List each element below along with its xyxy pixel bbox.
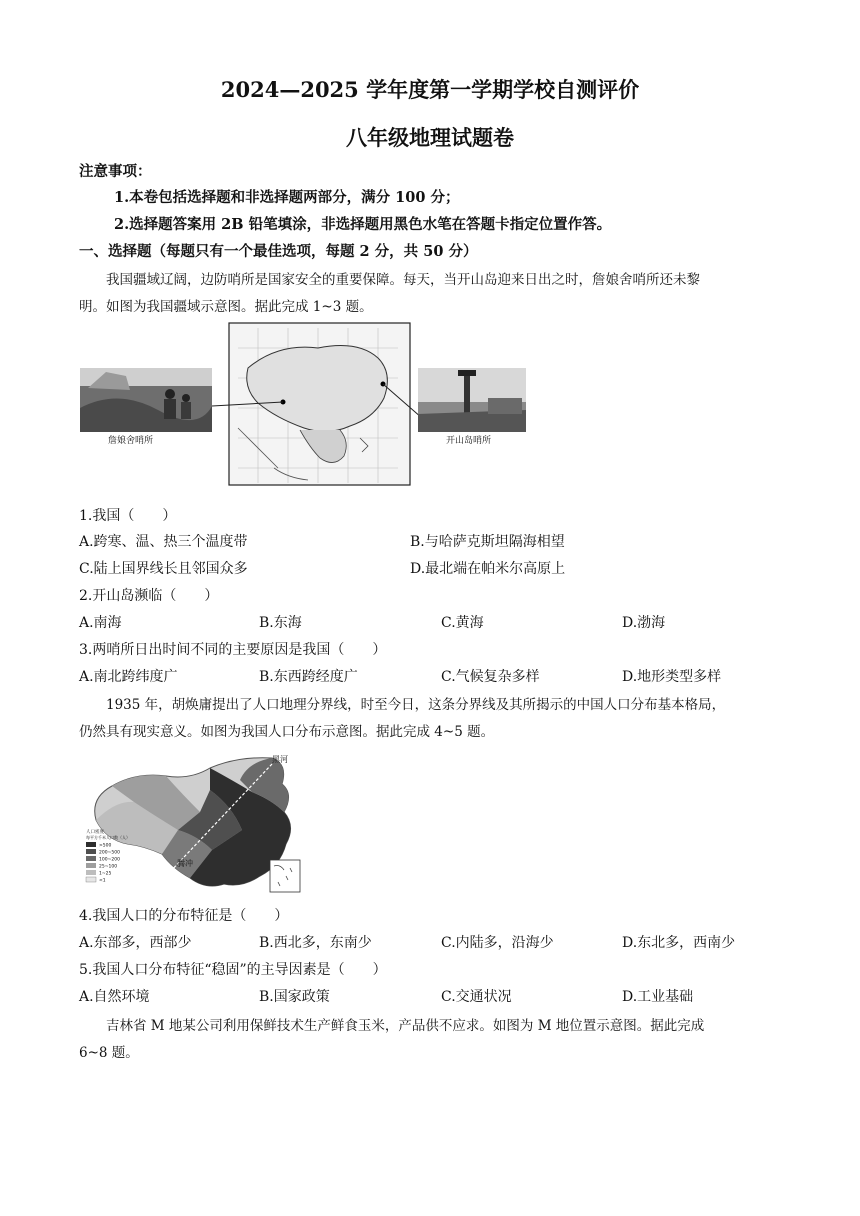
question-4-stem: 4.我国人口的分布特征是（ ）	[79, 908, 289, 924]
question-1-stem: 1.我国（ ）	[79, 508, 177, 524]
question-4-option-c[interactable]: C.内陆多，沿海少	[441, 935, 554, 951]
question-1-option-d[interactable]: D.最北端在帕米尔高原上	[410, 561, 566, 577]
legend-title: 人口密度	[86, 830, 104, 835]
legend-item-2: 200~500	[99, 850, 120, 856]
question-2-stem: 2.开山岛濒临（ ）	[79, 588, 219, 604]
legend-item-6: <1	[99, 878, 106, 884]
question-5-option-a[interactable]: A.自然环境	[79, 989, 150, 1005]
legend-swatch-2	[86, 849, 96, 854]
legend-swatch-4	[86, 863, 96, 868]
legend-item-4: 25~100	[99, 864, 118, 870]
legend-swatch-1	[86, 842, 96, 847]
question-2-option-a[interactable]: A.南海	[79, 615, 122, 631]
legend-swatch-3	[86, 856, 96, 861]
question-3-stem: 3.两哨所日出时间不同的主要原因是我国（ ）	[79, 642, 387, 658]
question-2-option-b[interactable]: B.东海	[259, 615, 302, 631]
zhanniangshe-outpost-photo	[80, 368, 212, 432]
photo-left-label: 詹娘舍哨所	[108, 436, 154, 446]
tengchong-label: 腾冲	[177, 859, 193, 868]
legend-item-3: 100~200	[99, 857, 120, 863]
legend-swatch-6	[86, 877, 96, 882]
exam-title: 2024—2025 学年度第一学期学校自测评价	[220, 77, 640, 102]
question-1-option-b[interactable]: B.与哈萨克斯坦隔海相望	[410, 534, 565, 550]
exam-subtitle: 八年级地理试题卷	[346, 125, 514, 150]
question-4-option-a[interactable]: A.东部多，西部少	[79, 935, 192, 951]
photo-right-label: 开山岛哨所	[446, 436, 492, 446]
question-5-option-b[interactable]: B.国家政策	[259, 989, 330, 1005]
notice-heading: 注意事项：	[79, 163, 152, 180]
passage-3-line-2: 6~8 题。	[79, 1045, 139, 1061]
south-china-sea-inset	[270, 860, 300, 892]
passage-1-line-2: 明。如图为我国疆域示意图。据此完成 1~3 题。	[79, 299, 373, 315]
passage-2-line-1: 1935 年，胡焕庸提出了人口地理分界线，时至今日，这条分界线及其所揭示的中国人口分布基本格局，	[106, 697, 726, 713]
question-4-option-d[interactable]: D.东北多，西南少	[622, 935, 736, 951]
notice-item-2: 2.选择题答案用 2B 铅笔填涂，非选择题用黑色水笔在答题卡指定位置作答。	[114, 216, 612, 233]
legend-swatch-5	[86, 870, 96, 875]
kaishan-island-outpost-photo	[418, 368, 526, 432]
passage-3-line-1: 吉林省 M 地某公司利用保鲜技术生产鲜食玉米，产品供不应求。如图为 M 地位置示意图。据此完成	[106, 1018, 705, 1034]
legend-subtitle: 每平方千米人口数（人）	[86, 835, 130, 840]
question-2-option-c[interactable]: C.黄海	[441, 615, 484, 631]
question-5-stem: 5.我国人口分布特征“稳固”的主导因素是（ ）	[79, 962, 387, 978]
question-3-option-b[interactable]: B.东西跨经度广	[259, 669, 358, 685]
question-2-option-d[interactable]: D.渤海	[622, 615, 666, 631]
notice-item-1: 1.本卷包括选择题和非选择题两部分，满分 100 分；	[114, 189, 460, 206]
question-1-option-c[interactable]: C.陆上国界线长且邻国众多	[79, 561, 248, 577]
legend-item-1: >500	[99, 843, 112, 849]
heihe-label: 黑河	[272, 755, 288, 764]
question-5-option-d[interactable]: D.工业基础	[622, 989, 694, 1005]
question-3-option-c[interactable]: C.气候复杂多样	[441, 669, 540, 685]
question-5-option-c[interactable]: C.交通状况	[441, 989, 512, 1005]
question-4-option-b[interactable]: B.西北多，东南少	[259, 935, 372, 951]
question-3-option-a[interactable]: A.南北跨纬度广	[79, 669, 178, 685]
section-heading: 一、选择题（每题只有一个最佳选项，每题 2 分，共 50 分）	[79, 243, 478, 260]
territory-map-figure	[78, 318, 530, 496]
legend-item-5: 1~25	[99, 871, 112, 877]
question-3-option-d[interactable]: D.地形类型多样	[622, 669, 722, 685]
question-1-option-a[interactable]: A.跨寒、温、热三个温度带	[79, 534, 248, 550]
passage-1-line-1: 我国疆域辽阔，边防哨所是国家安全的重要保障。每天，当开山岛迎来日出之时，詹娘舍哨所还未黎	[106, 272, 700, 288]
population-map-figure	[82, 750, 307, 896]
passage-2-line-2: 仍然具有现实意义。如图为我国人口分布示意图。据此完成 4~5 题。	[79, 724, 495, 740]
